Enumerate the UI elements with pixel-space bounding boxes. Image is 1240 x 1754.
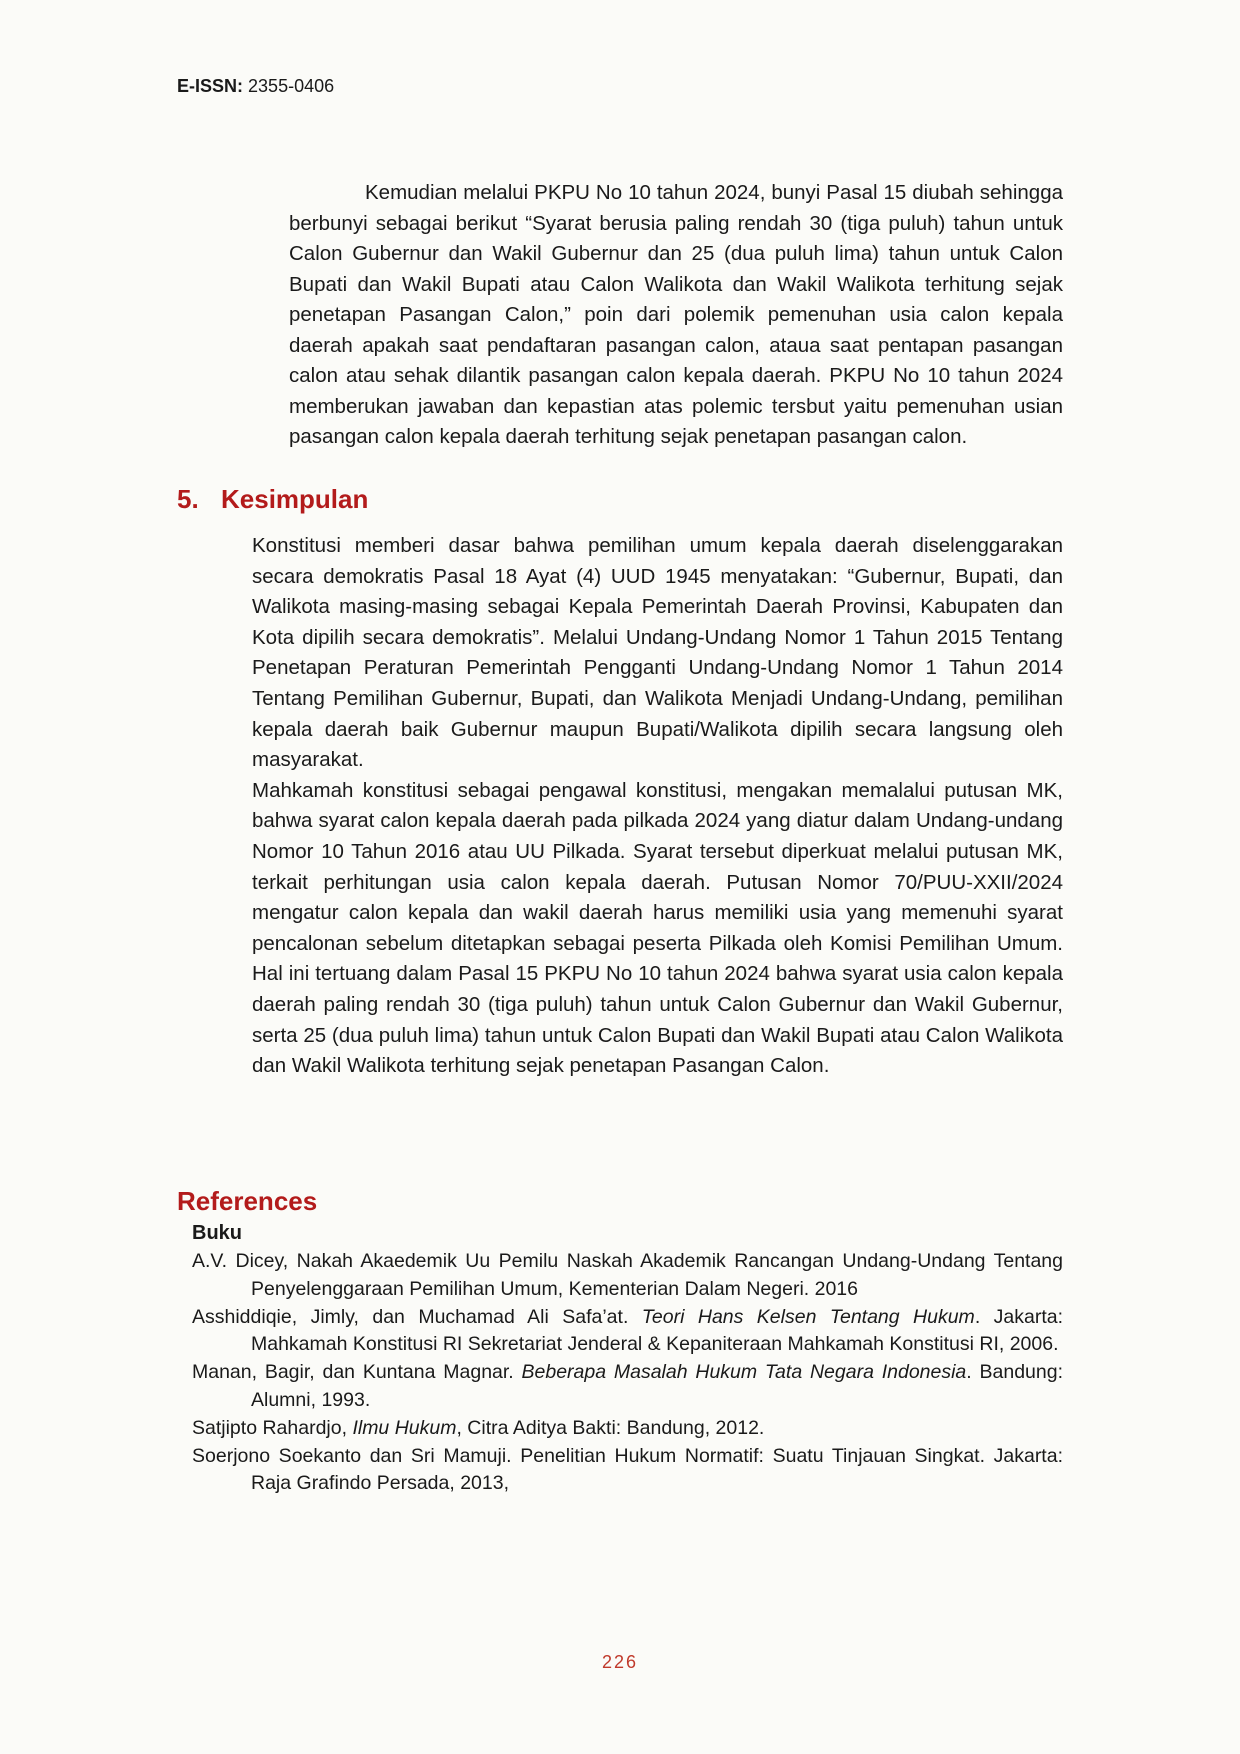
section-title: Kesimpulan	[221, 484, 369, 514]
body-section-pkpu	[289, 178, 1063, 453]
conclusion-paragraph-2: Mahkamah konstitusi sebagai pengawal konstitusi, mengakan memalalui putusan MK, bahwa syarat calon kepala daerah pada pilkada 2024 yang diatur dalam Undang-undang Nomor 10 Tahun 2016 atau UU Pilkada. Syarat tersebut diperkuat melalui putusan MK, terkait perhitungan usia calon kepala daerah. Putusan Nomor 70/PUU-XXII/2024 mengatur calon kepala dan wakil daerah harus memiliki usia yang memenuhi syarat pencalonan sebelum ditetapkan sebagai peserta Pilkada oleh Komisi Pemilihan Umum. Hal ini tertuang dalam Pasal 15 PKPU No 10 tahun 2024 bahwa syarat usia calon kepala daerah paling rendah 30 (tiga puluh) tahun untuk Calon Gubernur dan Wakil Gubernur, serta 25 (dua puluh lima) tahun untuk Calon Bupati dan Wakil Bupati atau Calon Walikota dan Wakil Walikota terhitung sejak penetapan Pasangan Calon.	[252, 778, 1063, 1078]
conclusion-body	[252, 531, 1063, 1082]
reference-item: Soerjono Soekanto dan Sri Mamuji. Penelitian Hukum Normatif: Suatu Tinjauan Singkat. Jakarta: Raja Grafindo Persada, 2013,	[192, 1444, 1063, 1494]
section-heading-conclusion	[177, 484, 368, 515]
section-number: 5.	[177, 484, 199, 514]
journal-issn	[177, 76, 334, 97]
references-heading: References	[177, 1186, 318, 1216]
reference-item: Asshiddiqie, Jimly, dan Muchamad Ali Safa’at. Teori Hans Kelsen Tentang Hukum. Jakarta: Mahkamah Konstitusi RI Sekretariat Jenderal & Kepaniteraan Mahkamah Konstitusi RI, 2006.	[192, 1305, 1064, 1355]
issn-label: E-ISSN:	[177, 76, 244, 96]
references-subheading: Buku	[192, 1222, 242, 1244]
conclusion-paragraph-1: Konstitusi memberi dasar bahwa pemilihan umum kepala daerah diselenggarakan secara demokratis Pasal 18 Ayat (4) UUD 1945 menyatakan: “Gubernur, Bupati, dan Walikota masing-masing sebagai Kepala Pemerintah Daerah Provinsi, Kabupaten dan Kota dipilih secara demokratis”. Melalui Undang-Undang Nomor 1 Tahun 2015 Tentang Penetapan Peraturan Pemerintah Pengganti Undang-Undang Nomor 1 Tahun 2014 Tentang Pemilihan Gubernur, Bupati, dan Walikota Menjadi Undang-Undang, pemilihan kepala daerah baik Gubernur maupun Bupati/Walikota dipilih secara langsung oleh masyarakat.	[252, 534, 1063, 772]
page-number: 226	[601, 1652, 639, 1672]
body-paragraph: Kemudian melalui PKPU No 10 tahun 2024, bunyi Pasal 15 diubah sehingga berbunyi sebagai berikut “Syarat berusia paling rendah 30 (tiga puluh) tahun untuk Calon Gubernur dan Wakil Gubernur dan 25 (dua puluh lima) tahun untuk Calon Bupati dan Wakil Bupati atau Calon Walikota dan Wakil Walikota terhitung sejak penetapan Pasangan Calon,” poin dari polemik pemenuhan usia calon kepala daerah apakah saat pendaftaran pasangan calon, ataua saat pentapan pasangan calon atau sehak dilantik pasangan calon kepala daerah. PKPU No 10 tahun 2024 memberukan jawaban dan kepastian atas polemic tersbut yaitu pemenuhan usian pasangan calon kepala daerah terhitung sejak penetapan pasangan calon.	[289, 181, 1063, 448]
reference-item: Manan, Bagir, dan Kuntana Magnar. Beberapa Masalah Hukum Tata Negara Indonesia. Bandung: Alumni, 1993.	[192, 1361, 1063, 1411]
reference-item: A.V. Dicey, Nakah Akaedemik Uu Pemilu Naskah Akademik Rancangan Undang-Undang Tentang Penyelenggaraan Pemilihan Umum, Kementerian Dalam Negeri. 2016	[192, 1250, 1063, 1300]
issn-value: 2355-0406	[248, 76, 335, 96]
reference-item: Satjipto Rahardjo, Ilmu Hukum, Citra Aditya Bakti: Bandung, 2012.	[192, 1416, 765, 1439]
reference-list	[192, 1248, 1063, 1498]
